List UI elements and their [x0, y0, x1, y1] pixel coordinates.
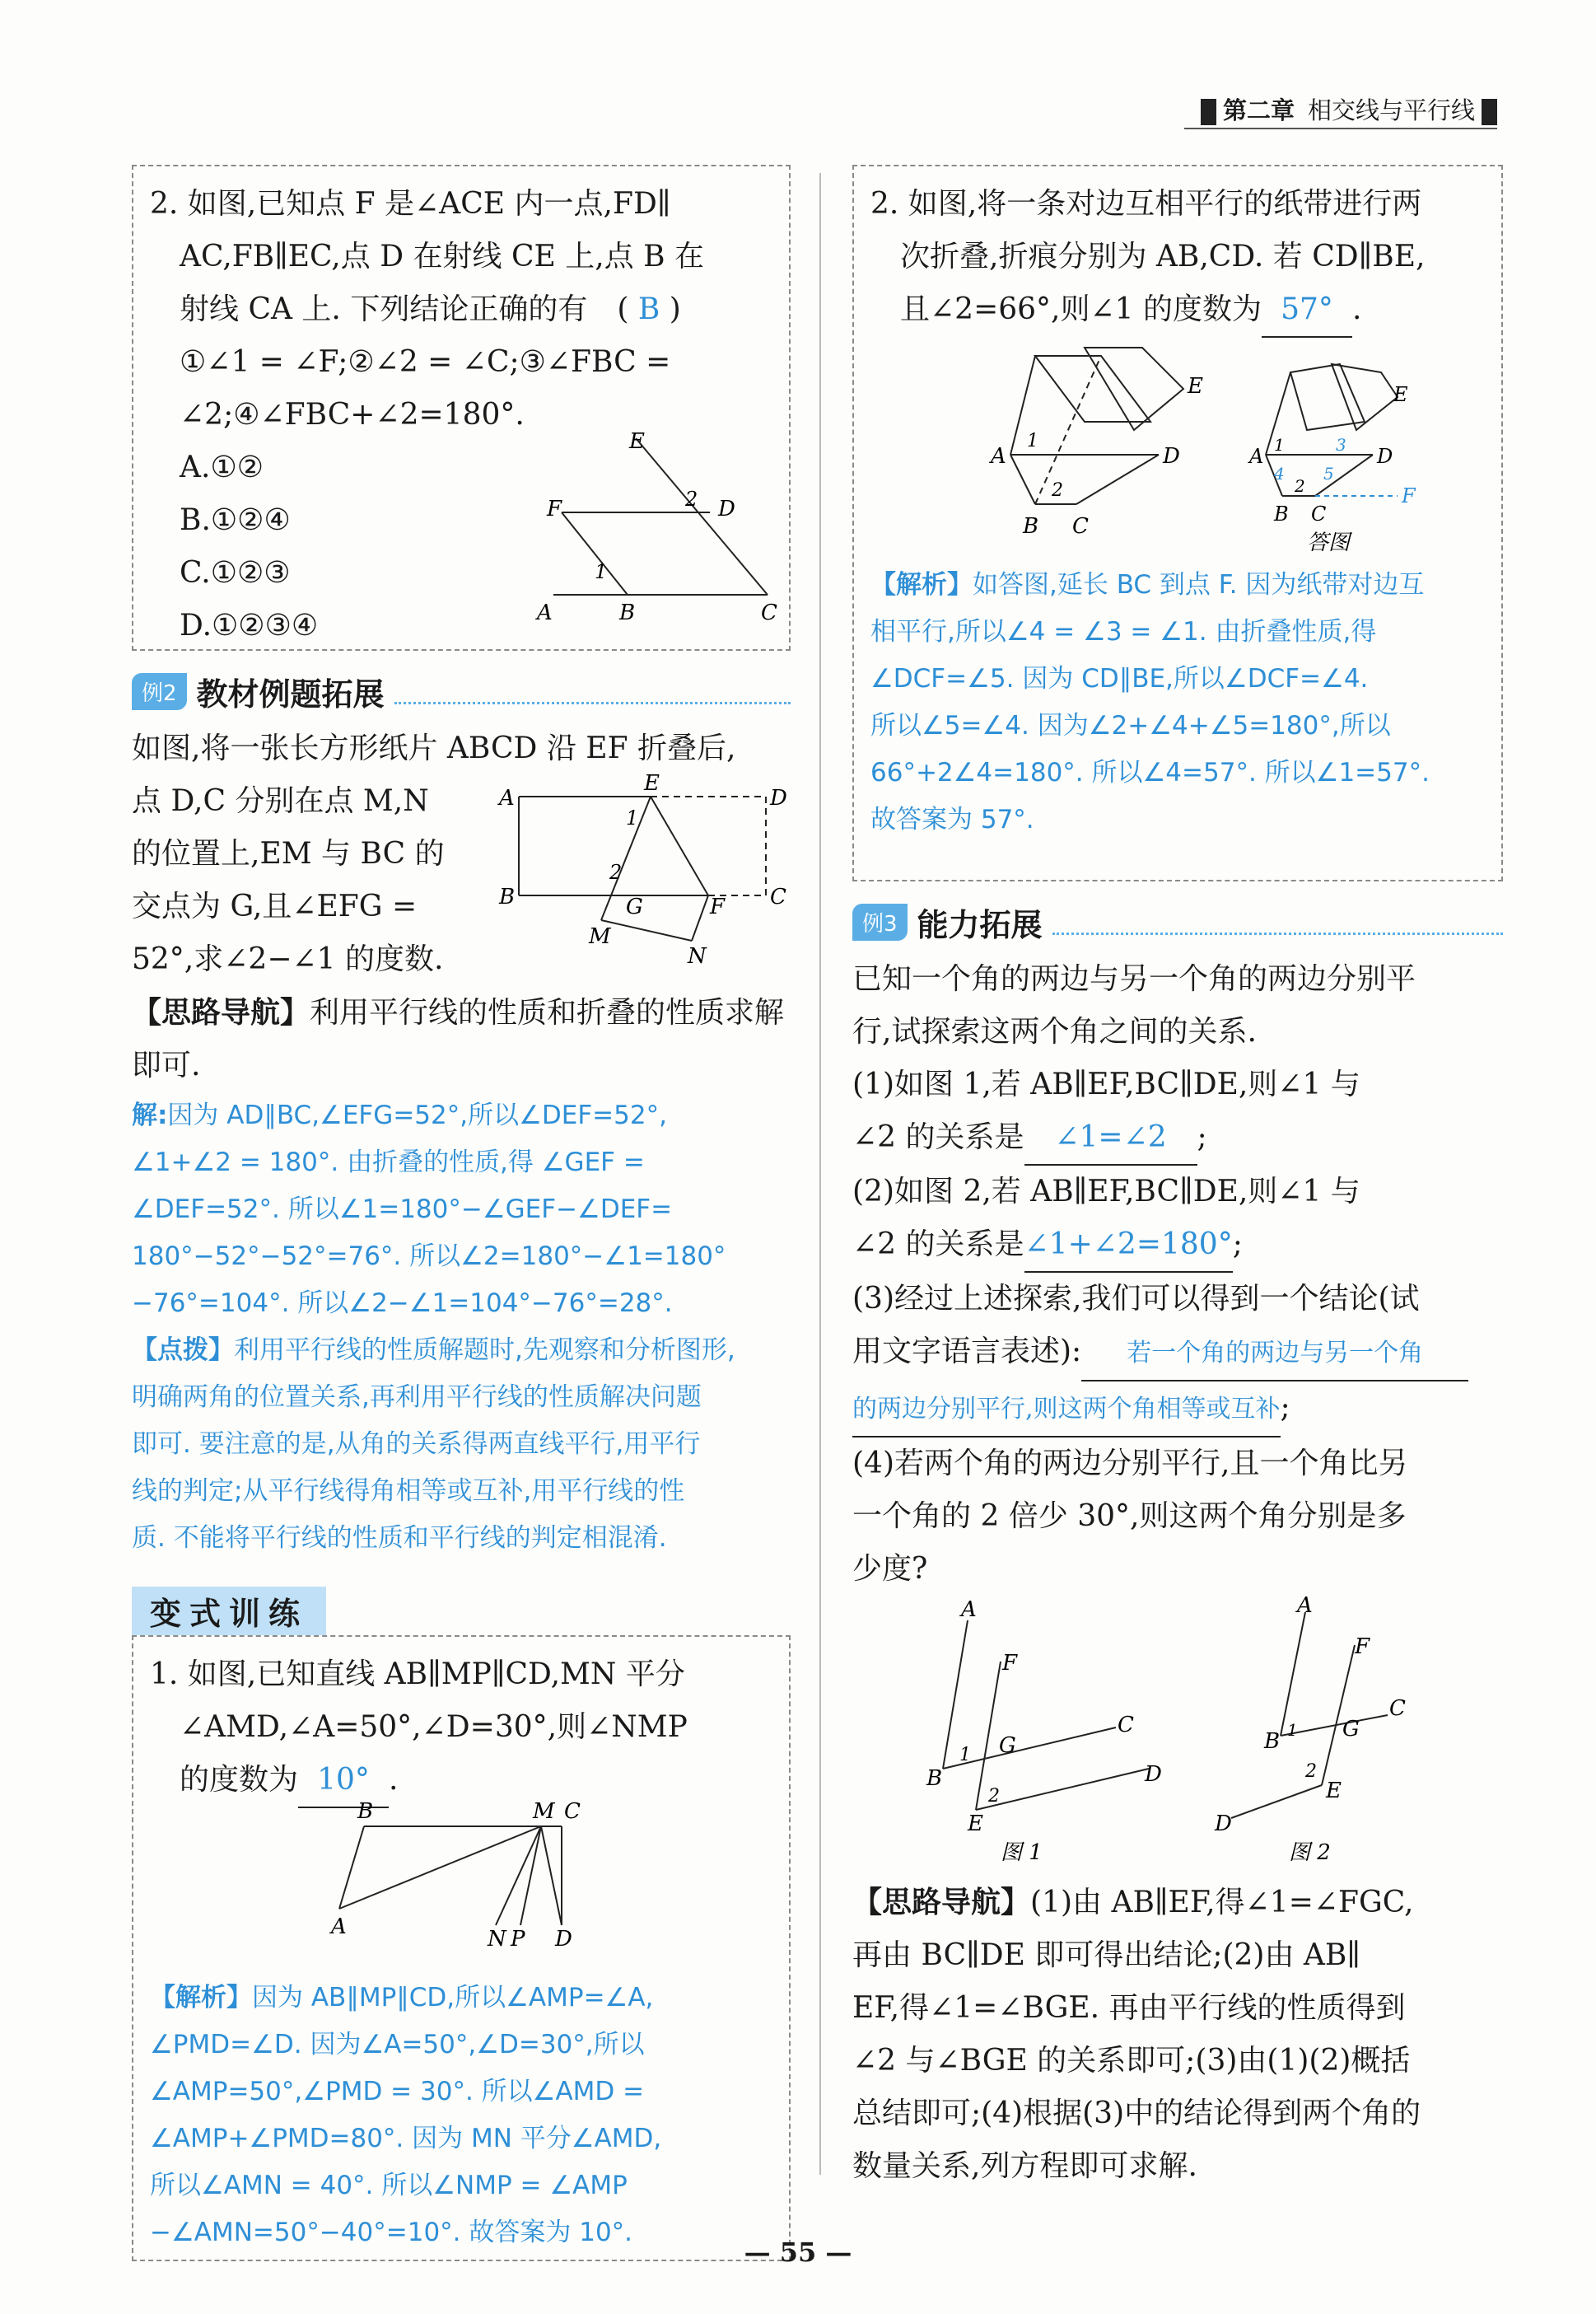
svg-text:答图: 答图	[1307, 531, 1351, 555]
svg-text:A: A	[991, 444, 1006, 469]
svg-text:1: 1	[959, 1745, 971, 1765]
svg-text:C: C	[1072, 514, 1089, 539]
svg-text:B: B	[1264, 1729, 1281, 1754]
q2-line: AC,FB∥EC,点 D 在射线 CE 上,点 B 在	[180, 240, 704, 273]
q2-option-c: C.①②③	[180, 556, 291, 590]
svg-text:E: E	[1326, 1779, 1342, 1803]
column-divider	[819, 173, 821, 2175]
q2-line: 射线 CA 上. 下列结论正确的有 ( B )	[180, 292, 681, 326]
q2-conditions: ①∠1 = ∠F;②∠2 = ∠C;③∠FBC =	[180, 345, 671, 379]
svg-text:F: F	[1402, 484, 1416, 507]
svg-text:C: C	[1118, 1713, 1134, 1737]
svg-text:B: B	[1274, 503, 1289, 526]
example-3-heading	[852, 900, 1503, 945]
svg-text:2: 2	[685, 488, 698, 511]
svg-text:B: B	[1023, 514, 1039, 539]
svg-text:A: A	[499, 786, 515, 811]
svg-text:B: B	[499, 885, 516, 909]
right-column	[852, 165, 1503, 2193]
p1-answer: ∠1=∠2	[1024, 1111, 1197, 1166]
chapter-number: 第二章	[1222, 96, 1295, 124]
rq2-figure	[986, 331, 1208, 545]
svg-text:A: A	[961, 1597, 977, 1622]
svg-text:N: N	[688, 944, 707, 969]
svg-text:D: D	[555, 1927, 572, 1952]
svg-text:F: F	[547, 497, 562, 521]
svg-text:G: G	[626, 895, 643, 919]
ex2-guide: 【思路导航】利用平行线的性质和折叠的性质求解即可.	[132, 995, 785, 1082]
p3-answer: 若一个角的两边与另一个角	[1081, 1327, 1468, 1381]
svg-text:2: 2	[1295, 476, 1305, 496]
variant-q1-line: 1. 如图,已知直线 AB∥MP∥CD,MN 平分	[150, 1657, 685, 1691]
svg-text:图 1: 图 1	[1001, 1840, 1043, 1865]
ex2-tip: 【点拨】利用平行线的性质解题时,先观察和分析图形, 明确两角的位置关系,再利用平行线的性质解决问题 即可. 要注意的是,从角的关系得两直线平行,用平行 线的判定;从平行线得角相等或互补,用平行线的性 质. 不能将平行线的性质和平行线的判定相混淆.	[132, 1335, 735, 1553]
svg-text:D: D	[718, 497, 735, 521]
figure-2	[1215, 1593, 1462, 1868]
q2-option-a: A.①②	[180, 451, 264, 484]
svg-text:2: 2	[988, 1786, 1000, 1807]
svg-text:A: A	[537, 601, 553, 625]
q2-option-b: B.①②④	[180, 503, 291, 537]
svg-text:E: E	[1393, 383, 1408, 406]
svg-text:4: 4	[1274, 464, 1285, 484]
rq2-line: 次折叠,折痕分别为 AB,CD. 若 CD∥BE,	[900, 240, 1426, 273]
ex2-line: 交点为 G,且∠EFG =	[132, 890, 418, 923]
ex2-line: 如图,将一张长方形纸片 ABCD 沿 EF 折叠后,	[132, 732, 736, 765]
svg-text:2: 2	[1052, 480, 1063, 501]
example-tag: 例3	[852, 904, 908, 941]
variant-analysis: 【解析】因为 AB∥MP∥CD,所以∠AMP=∠A, ∠PMD=∠D. 因为∠A=50°,∠D=30°,所以 ∠AMP=50°,∠PMD = 30°. 所以∠AMD = ∠AMP+∠PMD=80°. 因为 MN 平分∠AMD, 所以∠AMN = 40°. 所以∠NMP = ∠AMP −∠AMN=50°−40°=10°. 故答案为 10°.	[150, 1983, 662, 2247]
q2-answer: B	[637, 292, 660, 326]
variant-q1-line: 的度数为 10° .	[150, 1754, 772, 1808]
left-column	[132, 165, 791, 2261]
example-2	[132, 722, 791, 986]
ex2-line: 52°,求∠2−∠1 的度数.	[132, 942, 444, 976]
svg-text:A: A	[331, 1914, 347, 1939]
svg-text:5: 5	[1323, 464, 1334, 484]
svg-text:B: B	[357, 1799, 374, 1824]
svg-text:E: E	[968, 1811, 983, 1836]
question-2-box	[132, 165, 791, 651]
example-tag: 例2	[132, 673, 187, 710]
variant-q1-answer: 10°	[298, 1754, 389, 1808]
svg-text:D: D	[1377, 445, 1393, 468]
svg-text:D: D	[770, 786, 787, 811]
svg-text:E: E	[1188, 374, 1203, 399]
q2-line: 2. 如图,已知点 F 是∠ACE 内一点,FD∥	[150, 187, 671, 221]
svg-text:D: D	[1215, 1811, 1232, 1836]
rq2-analysis: 【解析】如答图,延长 BC 到点 F. 因为纸带对边互 相平行,所以∠4 = ∠3 = ∠1. 由折叠性质,得 ∠DCF=∠5. 因为 CD∥BE,所以∠DCF=∠4. 所以∠5=∠4. 因为∠2+∠4+∠5=180°,所以 66°+2∠4=180°. 所以∠4=57°. 所以∠1=57°. 故答案为 57°.	[870, 570, 1430, 834]
svg-text:D: D	[1145, 1762, 1162, 1787]
svg-text:C: C	[761, 601, 777, 625]
ex2-solution: 解:因为 AD∥BC,∠EFG=52°,所以∠DEF=52°, ∠1+∠2 = 180°. 由折叠的性质,得 ∠GEF = ∠DEF=52°. 所以∠1=180°−∠GEF−∠DEF= 180°−52°−52°=76°. 所以∠2=180°−∠1=180° −76°=104°. 所以∠2−∠1=104°−76°=28°.	[132, 1101, 726, 1318]
page-number: — 55 —	[744, 2237, 852, 2268]
figure-1	[902, 1597, 1162, 1868]
ex3-guide: 【思路导航】(1)由 AB∥EF,得∠1=∠FGC, 再由 BC∥DE 即可得出结论;(2)由 AB∥ EF,得∠1=∠BGE. 再由平行线的性质得到 ∠2 与∠BGE 的关系即可;(3)由(1)(2)概括 总结即可;(4)根据(3)中的结论得到两个角的 数量关系,列方程即可求解.	[852, 1885, 1421, 2183]
rq2-answer-figure	[1249, 348, 1496, 562]
rq2-answer: 57°	[1262, 283, 1352, 338]
q2-conditions: ∠2;④∠FBC+∠2=180°.	[180, 398, 525, 432]
variant-box	[132, 1635, 791, 2261]
ex2-figure	[494, 772, 791, 970]
svg-text:E: E	[644, 771, 660, 796]
svg-text:B: B	[926, 1766, 943, 1791]
svg-text:图 2: 图 2	[1289, 1840, 1331, 1865]
svg-text:A: A	[1297, 1593, 1313, 1618]
variant-q1-line: ∠AMD,∠A=50°,∠D=30°,则∠NMP	[180, 1710, 688, 1744]
svg-text:M: M	[533, 1799, 555, 1824]
rq2-line: 且∠2=66°,则∠1 的度数为 57° .	[870, 283, 1485, 338]
q2-option-d: D.①②③④	[180, 609, 319, 643]
svg-text:F: F	[710, 895, 726, 919]
svg-text:N: N	[488, 1927, 506, 1952]
svg-text:2: 2	[609, 861, 623, 884]
svg-text:C: C	[770, 885, 786, 909]
svg-text:1: 1	[1027, 431, 1038, 451]
p3-answer: 的两边分别平行,则这两个角相等或互补	[852, 1383, 1281, 1437]
chapter-header	[1201, 92, 1497, 126]
example-3-figures	[852, 1593, 1503, 1876]
q2-figure	[537, 430, 784, 636]
variant-training-heading: 变式训练	[132, 1587, 791, 1635]
svg-text:C: C	[1311, 503, 1327, 526]
svg-text:E: E	[629, 429, 645, 454]
svg-text:P: P	[511, 1927, 525, 1952]
svg-text:1: 1	[626, 806, 639, 830]
svg-text:M: M	[589, 924, 611, 949]
svg-text:A: A	[1249, 445, 1264, 468]
example-3: 已知一个角的两边与另一个角的两边分别平 行,试探索这两个角之间的关系. (1)如图 1,若 AB∥EF,BC∥DE,则∠1 与 ∠2 的关系是 ∠1=∠2 ; (2)如图 2,若 AB∥EF,BC∥DE,则∠1 与 ∠2 的关系是∠1+∠2=180°; (3)经过上述探索,我们可以得到一个结论(试 用文字语言表述): 若一个角的两边与另一个角 的两边分别平行,则这两个角相等或互补; (4)若两个角的两边分别平行,且一个角比另 一个角的 2 倍少 30°,则这两个角分别是多 少度?	[852, 953, 1503, 1596]
svg-text:C: C	[1389, 1696, 1406, 1721]
svg-text:1: 1	[1274, 435, 1285, 455]
svg-text:F: F	[1002, 1651, 1018, 1676]
variant-figure	[331, 1799, 603, 1952]
svg-text:1: 1	[1287, 1720, 1298, 1740]
svg-text:3: 3	[1336, 435, 1346, 455]
svg-text:F: F	[1355, 1634, 1370, 1659]
svg-text:1: 1	[595, 560, 608, 583]
ex2-line: 的位置上,EM 与 BC 的	[132, 837, 445, 871]
p2-answer: ∠1+∠2=180°	[1024, 1218, 1233, 1273]
svg-text:C: C	[564, 1799, 581, 1824]
section-title: 教材例题拓展	[196, 676, 385, 713]
ex2-line: 点 D,C 分别在点 M,N	[132, 784, 429, 818]
header-rule	[1184, 128, 1497, 129]
svg-text:B: B	[619, 601, 636, 625]
section-title: 能力拓展	[917, 907, 1043, 943]
rq2-line: 2. 如图,将一条对边互相平行的纸带进行两	[870, 187, 1422, 221]
svg-text:D: D	[1163, 444, 1180, 469]
chapter-title: 相交线与平行线	[1307, 96, 1475, 124]
svg-text:G: G	[1342, 1717, 1360, 1741]
svg-text:2: 2	[1305, 1761, 1317, 1782]
example-2-heading	[132, 669, 791, 714]
right-question-2-box	[852, 165, 1503, 881]
svg-text:G: G	[999, 1733, 1016, 1758]
